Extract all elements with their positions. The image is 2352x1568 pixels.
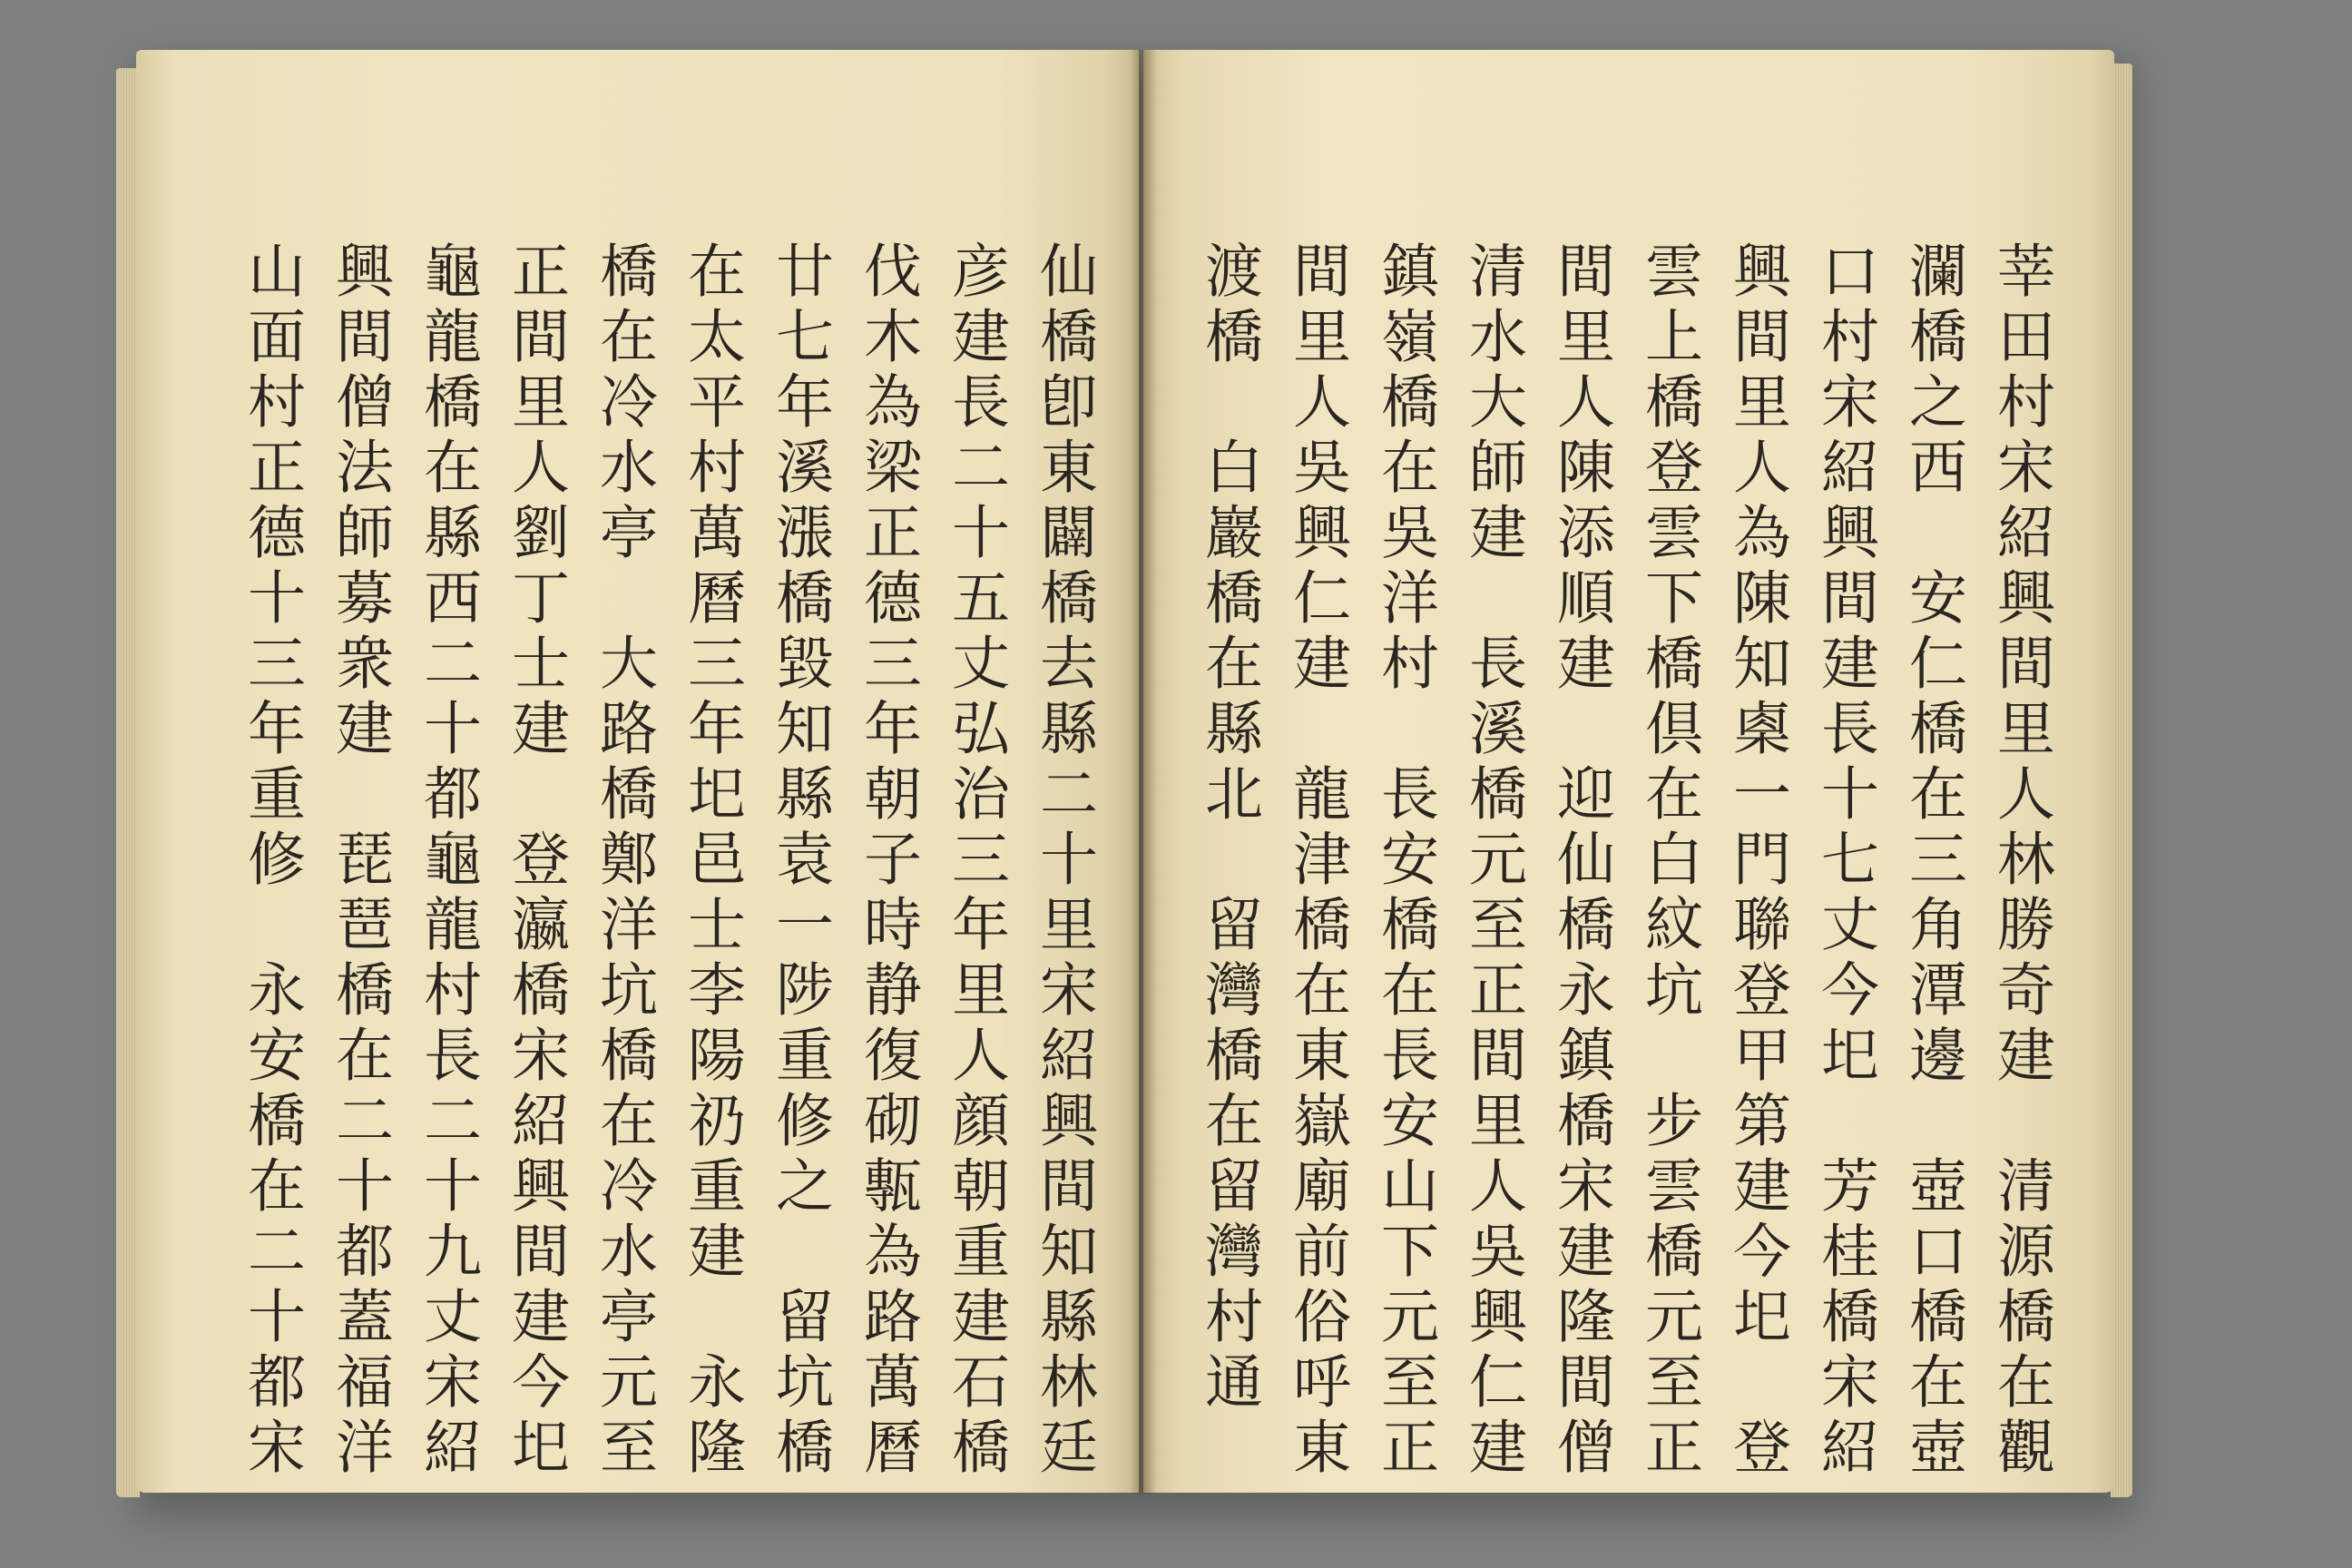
right-column-2: 瀾橋之西 安仁橋在三角潭邊 壺口橋在壺	[1899, 240, 1966, 1482]
right-column-9: 間里人吳興仁建 龍津橋在東嶽廟前俗呼東	[1283, 240, 1350, 1482]
right-column-1: 莘田村宋紹興間里人林勝奇建 清源橋在觀	[1987, 240, 2054, 1482]
right-column-3: 口村宋紹興間建長十七丈今圯 芳桂橋宋紹	[1811, 240, 1878, 1482]
left-column-10: 山面村正德十三年重修 永安橋在二十都宋	[238, 240, 305, 1482]
right-column-5: 雲上橋登雲下橋倶在白紋坑 步雲橋元至正	[1635, 240, 1702, 1482]
right-page	[1143, 50, 2114, 1493]
right-column-7: 清水大師建 長溪橋元至正間里人吳興仁建	[1459, 240, 1526, 1482]
left-column-7: 正間里人劉丁士建 登瀛橋宋紹興間建今圯	[502, 240, 569, 1482]
left-column-5: 在太平村萬曆三年圯邑士李陽礽重建 永隆	[678, 240, 745, 1482]
book-gutter	[1130, 50, 1157, 1494]
right-column-6: 間里人陳添順建 迎仙橋永鎮橋宋建隆間僧	[1547, 240, 1614, 1482]
left-column-3: 伐木為梁正德三年朝子時静復砌甎為路萬曆	[854, 240, 921, 1482]
right-column-8: 鎮嶺橋在吳洋村 長安橋在長安山下元至正	[1371, 240, 1438, 1482]
left-column-9: 興間僧法師募衆建 琵琶橋在二十都蓋福洋	[326, 240, 393, 1482]
open-book	[136, 50, 2114, 1502]
left-column-2: 彦建長二十五丈弘治三年里人顔朝重建石橋	[942, 240, 1009, 1482]
left-column-4: 廿七年溪漲橋毀知縣袁一陟重修之 留坑橋	[766, 240, 833, 1482]
left-column-1: 仙橋卽東闢橋去縣二十里宋紹興間知縣林廷	[1030, 240, 1097, 1482]
left-column-8: 龜龍橋在縣西二十都龜龍村長二十九丈宋紹	[414, 240, 481, 1482]
left-page	[136, 50, 1139, 1493]
right-column-10: 渡橋 白巖橋在縣北 留灣橋在留灣村通	[1195, 240, 1262, 1416]
left-column-6: 橋在冷水亭 大路橋鄭洋坑橋在冷水亭元至	[590, 240, 657, 1482]
right-column-4: 興間里人為陳知㮚一門聯登甲第建今圯 登	[1723, 240, 1790, 1482]
